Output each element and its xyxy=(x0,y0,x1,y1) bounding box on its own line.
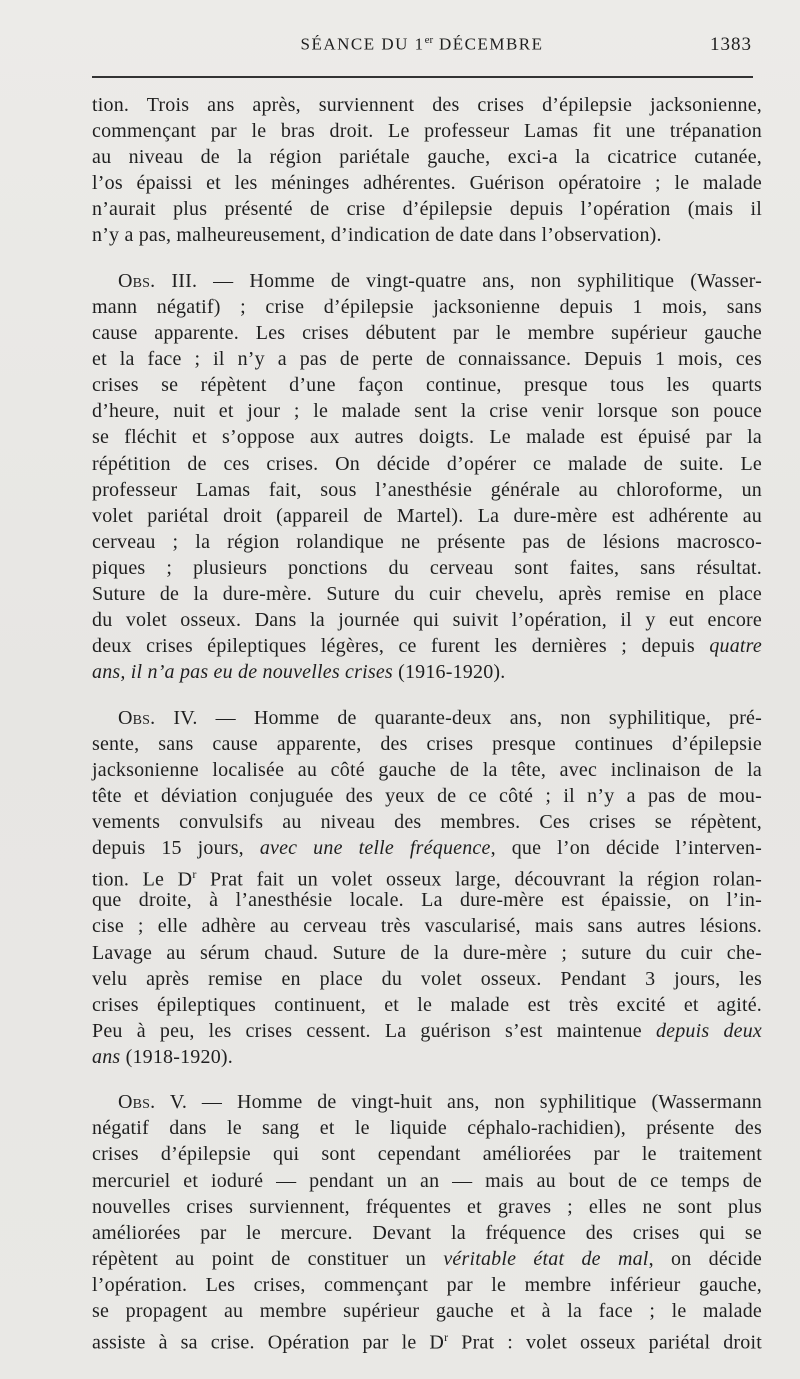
text-line: Suture de la dure-mère. Suture du cuir chevelu, après remise en place xyxy=(92,582,762,605)
text-line: et la face ; il n’y a pas de perte de connaissance. Depuis 1 mois, ces xyxy=(92,348,762,371)
text-line: tion. Trois ans après, surviennent des crises d’épilepsie jacksonienne, xyxy=(92,94,762,116)
paragraph-obs-v xyxy=(92,1089,763,1354)
obs-label: Obs xyxy=(118,1091,151,1114)
text-line: cise ; elle adhère au cerveau très vascularisé, mais sans autres lésions. xyxy=(92,915,762,938)
text-line: mann négatif) ; crise d’épilepsie jacksonienne depuis 1 mois, sans xyxy=(92,295,762,318)
text-line: velu après remise en place du volet osseux. Pendant 3 jours, les xyxy=(92,967,762,990)
body-text xyxy=(92,92,763,1354)
text-line: mercuriel et ioduré — pendant un an — mais au bout de ce temps de xyxy=(92,1169,762,1192)
text-line: négatif dans le sang et le liquide céphalo-rachidien), présente des xyxy=(92,1117,762,1140)
text-line: n’y a pas, malheureusement, d’indication de date dans l’observation). xyxy=(92,224,662,247)
text-line: tête et déviation conjuguée des yeux de ce côté ; il n’y a pas de mou- xyxy=(92,784,762,807)
paragraph-obs-iii xyxy=(92,268,762,686)
paragraph-continuation xyxy=(92,92,762,249)
text-line: se fléchit et s’oppose aux autres doigts. Le malade est épuisé par la xyxy=(92,426,762,449)
obs-label: Obs xyxy=(118,269,151,292)
text-line: deux crises épileptiques légères, ce furent les dernières ; depuis quatre xyxy=(92,635,762,658)
text-line: Peu à peu, les crises cessent. La guérison s’est maintenue depuis deux xyxy=(92,1019,763,1042)
text-line: au niveau de la région pariétale gauche, exci-a la cicatrice cutanée, xyxy=(92,146,762,169)
text-line: d’heure, nuit et jour ; le malade sent la crise venir lorsque son pouce xyxy=(92,400,762,423)
text-line: répétition de ces crises. On décide d’opérer ce malade de suite. Le xyxy=(92,452,762,475)
paragraph-obs-iv xyxy=(92,705,762,1070)
text-line: nouvelles crises surviennent, fréquentes et graves ; elles ne sont plus xyxy=(92,1195,762,1218)
running-header xyxy=(92,34,752,62)
header-rule xyxy=(92,76,753,78)
text-line: l’os épaissi et les méninges adhérentes. Guérison opératoire ; le malade xyxy=(92,172,762,195)
text-line: Obs. IV. — Homme de quarante-deux ans, non syphilitique, pré- xyxy=(118,706,762,729)
text-line: crises se répètent d’une façon continue, presque tous les quarts xyxy=(92,374,762,397)
text-line: professeur Lamas fait, sous l’anesthésie générale au chloroforme, un xyxy=(92,478,762,501)
text-line: depuis 15 jours, avec une telle fréquence, que l’on décide l’interven- xyxy=(92,837,762,860)
text-line: répètent au point de constituer un véritable état de mal, on décide xyxy=(92,1247,763,1270)
text-line: assiste à sa crise. Opération par le $D^r$ Prat : volet osseux pariétal droit xyxy=(92,1330,762,1354)
text-line: Obs. III. — Homme de vingt-quatre ans, non syphilitique (Wasser- xyxy=(118,269,762,292)
text-line: se propagent au membre supérieur gauche et à la face ; le malade xyxy=(92,1300,762,1323)
text-line: ans (1918-1920). xyxy=(92,1045,233,1068)
text-line: cause apparente. Les crises débutent par le membre supérieur gauche xyxy=(92,322,762,345)
text-line: tion. Le $D^r$ Prat fait un volet osseux large, découvrant la région rolan- xyxy=(92,867,762,891)
text-line: sente, sans cause apparente, des crises presque continues d’épilepsie xyxy=(92,732,762,755)
text-line: volet pariétal droit (appareil de Martel). La dure-mère est adhérente au xyxy=(92,504,762,527)
text-line: améliorées par le mercure. Devant la fréquence des crises qui se xyxy=(92,1221,762,1244)
text-line: cerveau ; la région rolandique ne présente pas de lésions macrosco- xyxy=(92,530,762,553)
text-line: crises d’épilepsie qui sont cependant améliorées par le traitement xyxy=(92,1143,762,1166)
text-line: l’opération. Les crises, commençant par le membre inférieur gauche, xyxy=(92,1273,762,1296)
text-line: Lavage au sérum chaud. Suture de la dure-mère ; suture du cuir che- xyxy=(92,941,762,964)
obs-label: Obs xyxy=(118,706,151,729)
text-line: du volet osseux. Dans la journée qui suivit l’opération, il y eut encore xyxy=(92,609,762,632)
text-line: que droite, à l’anesthésie locale. La dure-mère est épaissie, on l’in- xyxy=(92,889,762,912)
text-line: vements convulsifs au niveau des membres. Ces crises se répètent, xyxy=(92,811,762,834)
text-line: crises épileptiques continuent, et le malade est très excité et agité. xyxy=(92,993,762,1016)
page-number: 1383 xyxy=(710,34,752,55)
header-title: SÉANCE DU 1er DÉCEMBRE xyxy=(300,34,544,54)
text-line: ans, il n’a pas eu de nouvelles crises (1916-1920). xyxy=(92,661,506,684)
text-line: jacksonienne localisée au côté gauche de la tête, avec inclinaison de la xyxy=(92,758,762,781)
text-line: n’aurait plus présenté de crise d’épilepsie depuis l’opération (mais il xyxy=(92,198,762,221)
text-line: Obs. V. — Homme de vingt-huit ans, non syphilitique (Wassermann xyxy=(118,1091,762,1114)
text-line: piques ; plusieurs ponctions du cerveau sont faites, sans résultat. xyxy=(92,556,762,579)
text-line: commençant par le bras droit. Le professeur Lamas fit une trépanation xyxy=(92,120,762,143)
